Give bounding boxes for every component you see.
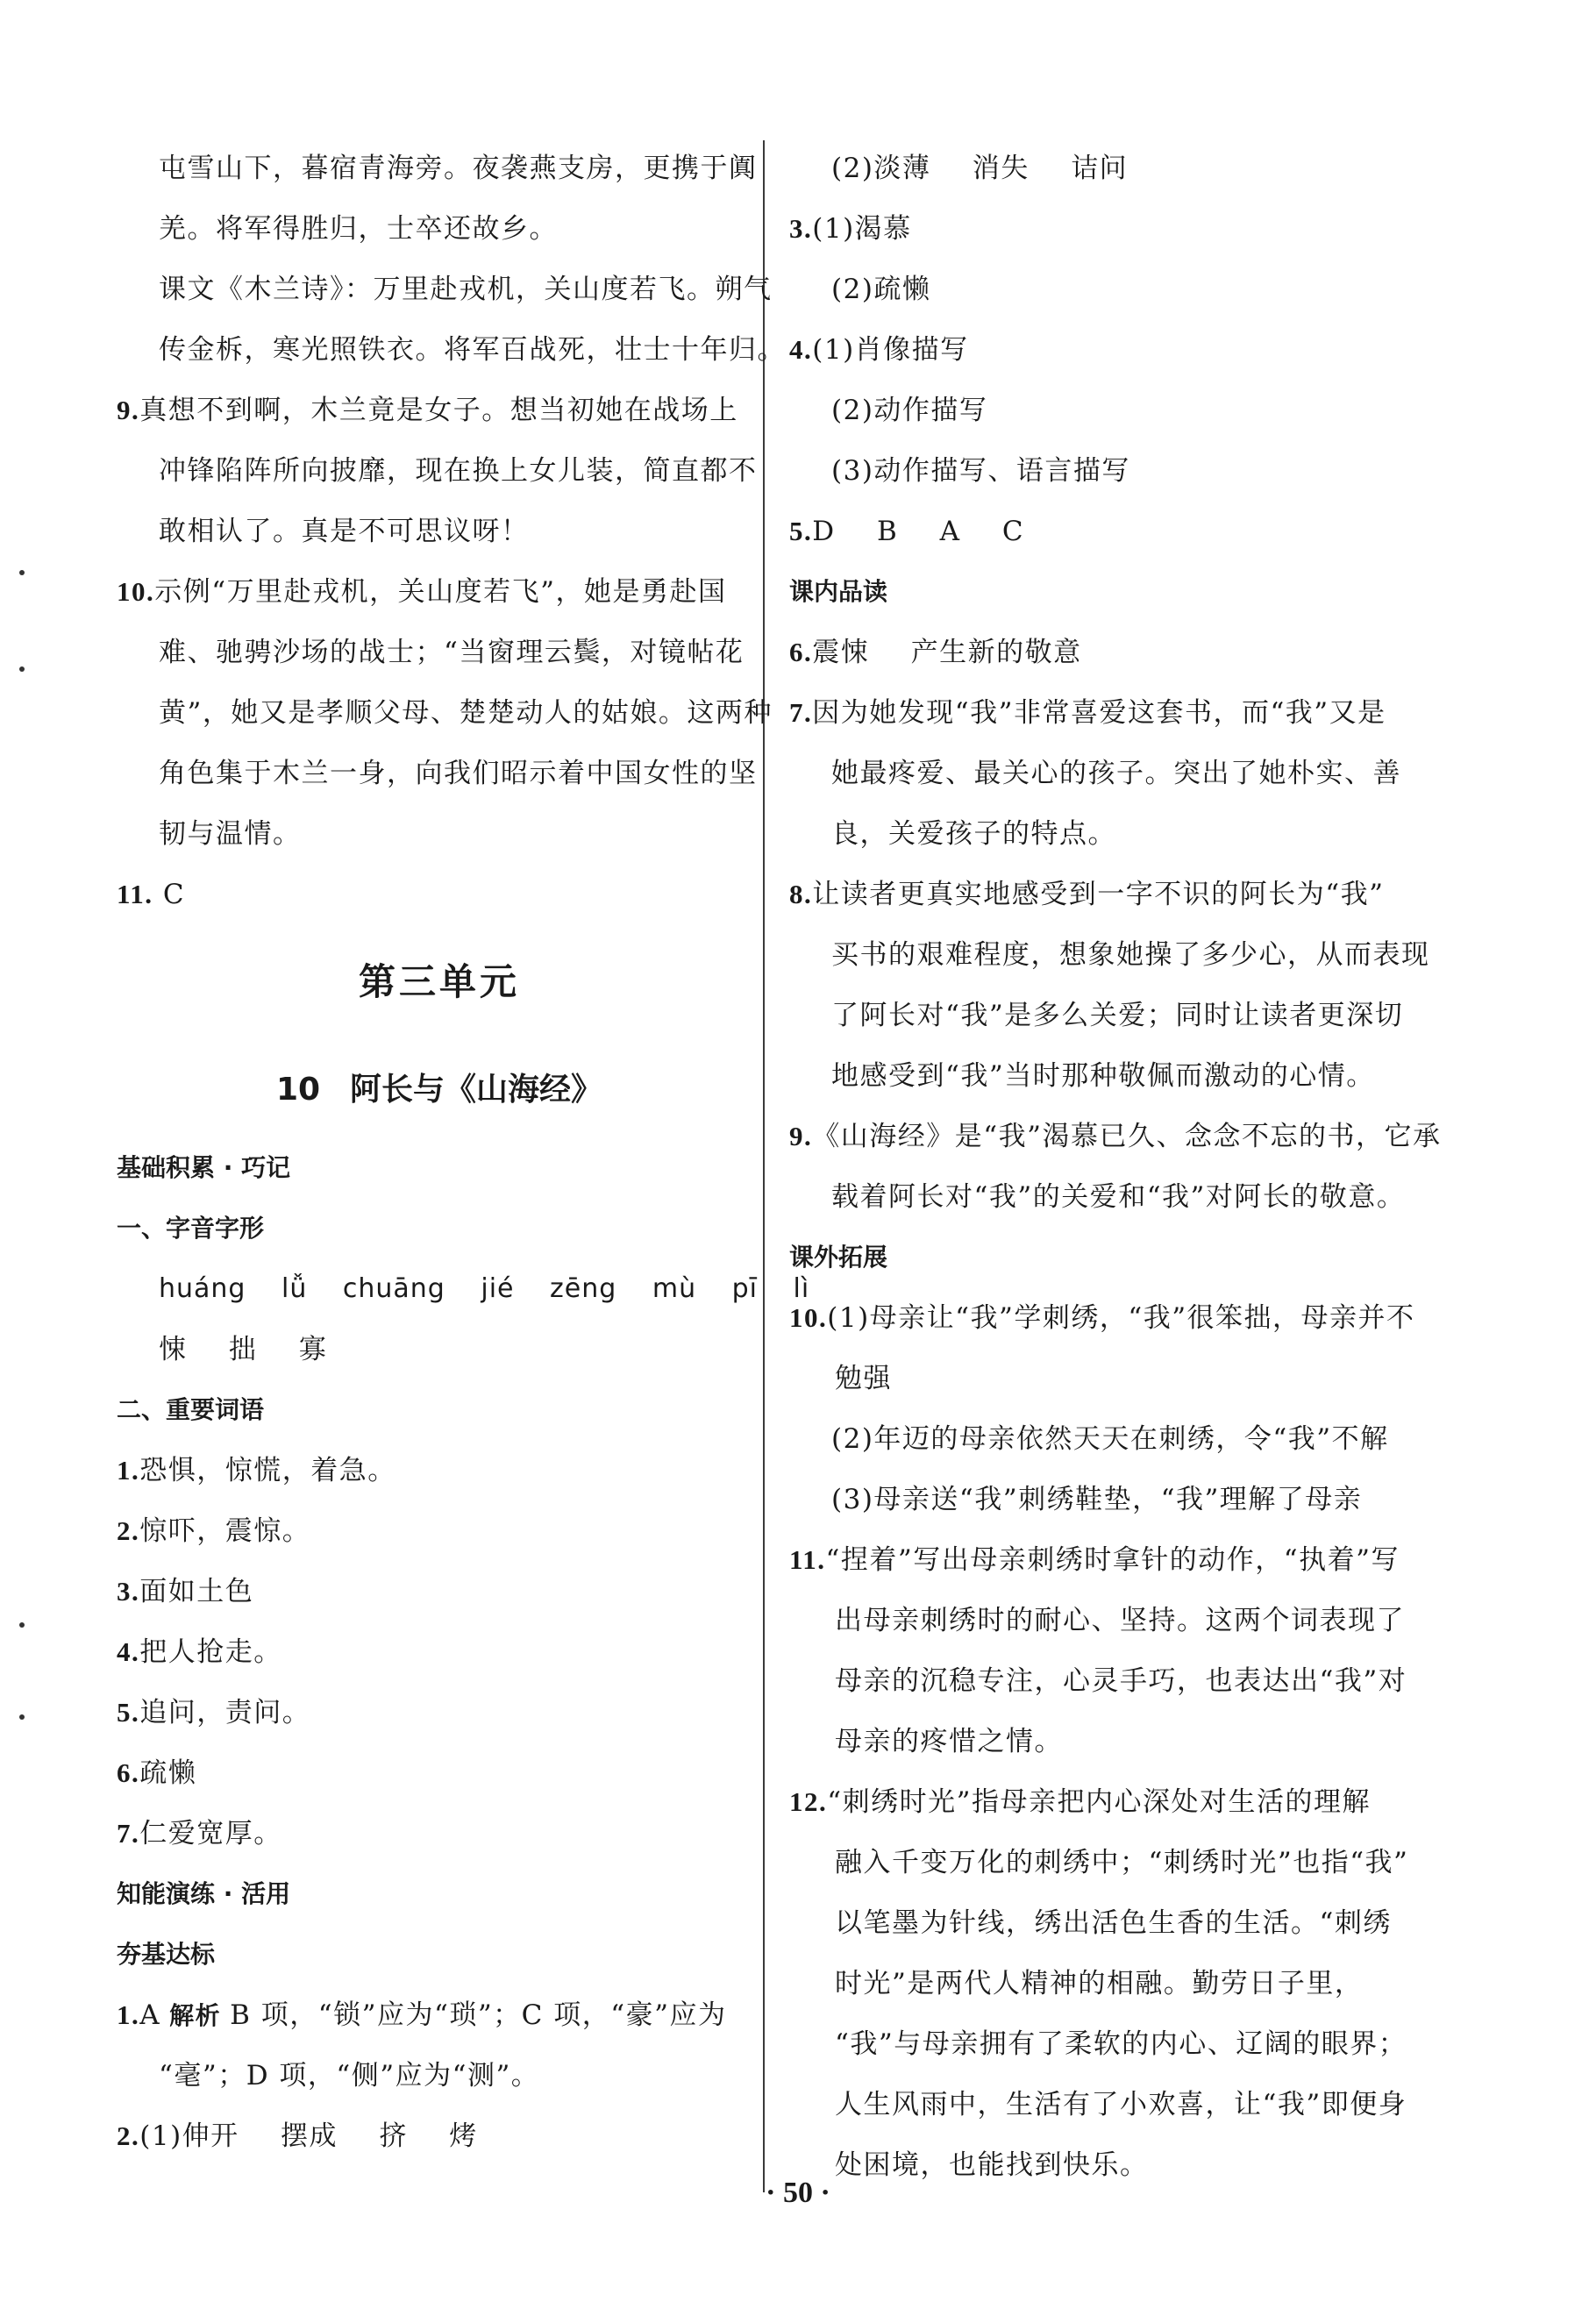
section-heading: 知能演练 · 活用 [117,1879,291,1908]
answer-11 [789,1543,1429,1578]
subsection-heading: 二、重要词语 [117,1395,265,1424]
answer-8 [789,877,1429,912]
section-heading: 课外拓展 [789,1243,888,1272]
answer-3 [789,211,1429,246]
item-text: 疏懒 [139,1757,197,1789]
answer-8-cont: 了阿长对“我”是多么关爱；同时让读者更深切 [831,1000,1404,1031]
lesson-title [117,1068,762,1112]
vocab-item [117,1695,762,1730]
item-text: 把人抢走。 [139,1636,282,1668]
answer-choice: A [139,1999,161,2031]
answer-text: 让读者更真实地感受到一字不识的阿长为“我” [812,879,1385,910]
lesson-number: 10 [275,1072,321,1108]
intro-line: 屯雪山下，暮宿青海旁。夜袭燕支房，更携于阗 [159,153,758,184]
answer-12-cont: “我”与母亲拥有了柔软的内心、辽阔的眼界； [835,2028,1407,2060]
answer-text: (1)肖像描写 [812,334,969,366]
answer-10-cont: (2)年迈的母亲依然天天在刺绣，令“我”不解 [831,1423,1389,1455]
answer-9 [117,393,762,428]
item-number: 6. [117,1757,140,1788]
answer-1-cont: “毫”；D 项，“侧”应为“测”。 [159,2060,540,2092]
answer-number: 4. [789,334,813,365]
character-answers: 悚 拙 寡 [159,1334,328,1365]
answer-text: 因为她发现“我”非常喜爱这套书，而“我”又是 [812,697,1386,729]
answer-number: 7. [789,697,813,728]
vocab-item [117,1453,762,1488]
answer-10-cont: 韧与温情。 [159,818,302,850]
answer-number: 1. [117,1999,140,2030]
answer-7-cont: 良，关爱孩子的特点。 [831,818,1116,850]
answer-10 [117,574,762,609]
answer-8-cont: 买书的艰难程度，想象她操了多少心，从而表现 [831,939,1430,971]
answer-number: 5. [789,516,813,546]
vocab-item [117,1574,762,1609]
lesson-name: 阿长与《山海经》 [350,1072,603,1108]
answer-number: 10. [117,576,155,607]
answer-number: 8. [789,879,813,909]
answer-8-cont: 地感受到“我”当时那种敬佩而激动的心情。 [831,1060,1375,1092]
section-heading: 课内品读 [789,577,888,606]
unit-title: 第三单元 [358,960,520,1003]
answer-10-cont: 角色集于木兰一身，向我们昭示着中国女性的坚 [159,758,758,789]
vocab-item [117,1514,762,1549]
scan-mark [19,570,25,575]
subsection-heading: 一、字音字形 [117,1214,265,1243]
answer-10-cont: 勉强 [835,1363,892,1394]
scan-mark [19,1714,25,1720]
answer-number: 9. [789,1121,813,1151]
item-number: 1. [117,1455,140,1486]
answer-number: 6. [789,637,813,667]
answer-text: 示例“万里赴戎机，关山度若飞”，她是勇赴国 [154,576,727,608]
section-heading: 基础积累 · 巧记 [117,1153,291,1182]
item-number: 2. [117,1515,140,1546]
vocab-item [117,1816,762,1851]
answer-2 [117,2119,762,2154]
item-number: 5. [117,1697,140,1728]
analysis-text: B 项，“锁”应为“琐”；C 项，“豪”应为 [230,1999,727,2031]
answer-12-cont: 处困境，也能找到快乐。 [835,2149,1149,2181]
answer-10-cont: 黄”，她又是孝顺父母、楚楚动人的姑娘。这两种 [159,697,773,729]
answer-6 [789,635,1429,670]
vocab-item [117,1635,762,1670]
answer-3-cont: (2)疏懒 [831,274,931,305]
right-column [789,151,1442,2208]
answer-11-cont: 出母亲刺绣时的耐心、坚持。这两个词表现了 [835,1605,1405,1636]
answer-number: 9. [117,395,140,425]
item-text: 恐惧，惊慌，着急。 [139,1455,396,1486]
answer-11-cont: 母亲的疼惜之情。 [835,1726,1063,1757]
answer-2-cont: (2)淡薄 消失 诘问 [831,153,1129,184]
item-text: 面如土色 [139,1576,254,1607]
analysis-label: 解析 [169,2001,222,2030]
answer-7 [789,695,1429,730]
answer-7-cont: 她最疼爱、最关心的孩子。突出了她朴实、善 [831,758,1401,789]
answer-text: C [162,879,186,910]
answer-number: 3. [789,213,813,244]
answer-1 [117,1998,762,2033]
answer-9 [789,1119,1442,1154]
answer-text: (1)伸开 摆成 挤 烤 [139,2120,478,2152]
pinyin-answers: huáng lǚ chuāng jié zēng mù pī lì [159,1273,810,1304]
answer-4-cont: (3)动作描写、语言描写 [831,455,1130,487]
item-text: 仁爱宽厚。 [139,1818,282,1849]
answer-10 [789,1301,1429,1336]
answer-9-cont: 敢相认了。真是不可思议呀！ [159,516,530,547]
answer-number: 11. [789,1544,826,1575]
page-number: · 50 · [766,2177,830,2209]
answer-number: 12. [789,1786,828,1817]
item-text: 追问，责问。 [139,1697,311,1728]
answer-text: “捏着”写出母亲刺绣时拿针的动作，“执着”写 [825,1544,1400,1576]
answer-10-cont: 难、驰骋沙场的战士；“当窗理云鬓，对镜帖花 [159,637,745,668]
answer-10-cont: (3)母亲送“我”刺绣鞋垫，“我”理解了母亲 [831,1484,1363,1515]
scan-mark [19,666,25,672]
answer-5 [789,514,1429,549]
answer-text: (1)母亲让“我”学刺绣，“我”很笨拙，母亲并不 [827,1302,1415,1334]
answer-number: 11. [117,879,153,909]
intro-line: 课文《木兰诗》：万里赴戎机，关山度若飞。朔气 [159,274,773,305]
item-number: 3. [117,1576,140,1607]
answer-12-cont: 时光”是两代人精神的相融。勤劳日子里， [835,1968,1364,1999]
item-number: 7. [117,1818,140,1849]
answer-9-cont: 冲锋陷阵所向披靡，现在换上女儿装，简直都不 [159,455,758,487]
answer-12 [789,1785,1429,1820]
answer-4-cont: (2)动作描写 [831,395,988,426]
answer-9-cont: 载着阿长对“我”的关爱和“我”对阿长的敬意。 [831,1181,1406,1213]
answer-11 [117,877,762,912]
column-divider [763,140,765,2192]
answer-11-cont: 母亲的沉稳专注，心灵手巧，也表达出“我”对 [835,1665,1407,1697]
intro-line: 羌。将军得胜归，士卒还故乡。 [159,213,558,245]
answer-text: D B A C [812,516,1025,547]
answer-12-cont: 人生风雨中，生活有了小欢喜，让“我”即便身 [835,2089,1407,2120]
answer-text: (1)渴慕 [812,213,912,245]
item-text: 惊吓，震惊。 [139,1515,311,1547]
item-number: 4. [117,1636,140,1667]
subsection-heading: 夯基达标 [117,1940,216,1969]
answer-12-cont: 以笔墨为针线，绣出活色生香的生活。“刺绣 [835,1907,1392,1939]
answer-text: “刺绣时光”指母亲把内心深处对生活的理解 [827,1786,1371,1818]
answer-text: 真想不到啊，木兰竟是女子。想当初她在战场上 [139,395,738,426]
vocab-item [117,1756,762,1791]
answer-12-cont: 融入千变万化的刺绣中；“刺绣时光”也指“我” [835,1847,1409,1878]
answer-number: 10. [789,1302,828,1333]
answer-number: 2. [117,2120,140,2151]
intro-line: 传金柝，寒光照铁衣。将军百战死，壮士十年归。 [159,334,786,366]
answer-4 [789,332,1429,367]
answer-text: 《山海经》是“我”渴慕已久、念念不忘的书，它承 [812,1121,1442,1152]
scan-mark [19,1622,25,1628]
answer-text: 震悚 产生新的敬意 [812,637,1082,668]
